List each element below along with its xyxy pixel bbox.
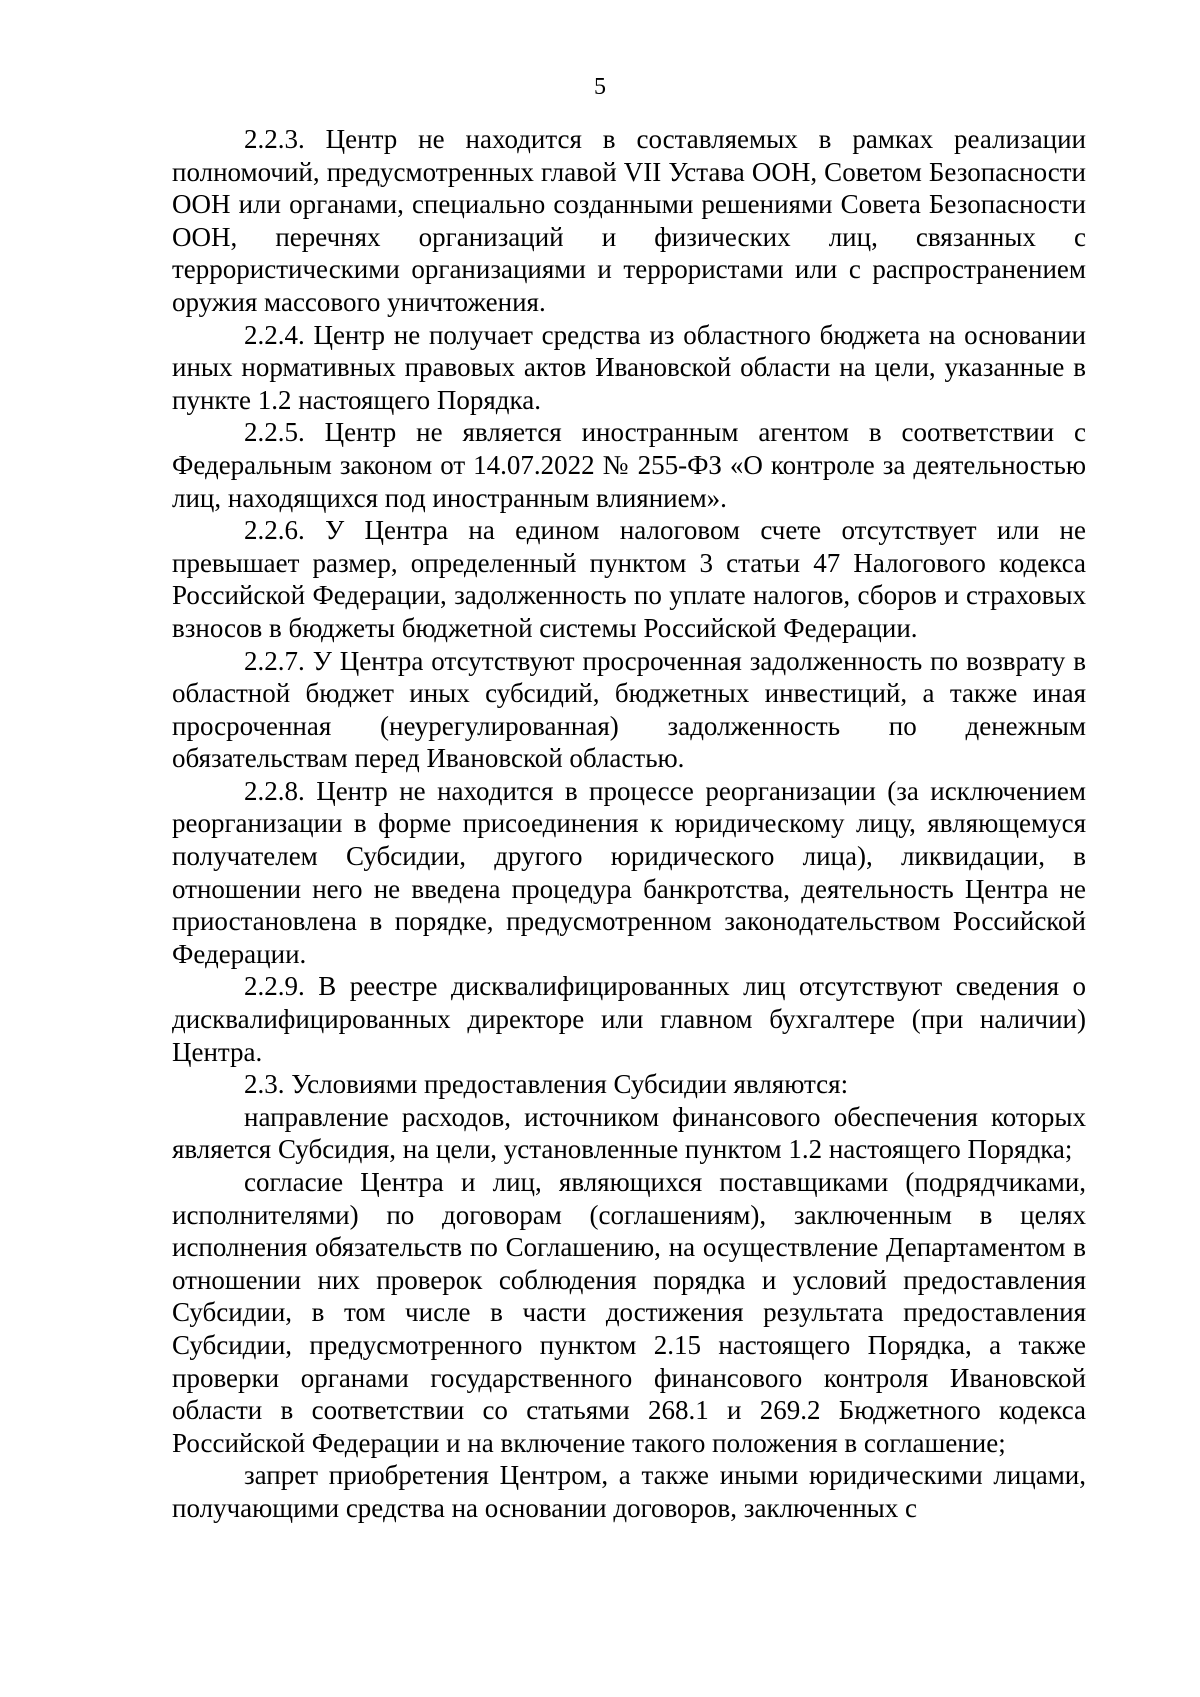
paragraph-2-2-3: 2.2.3. Центр не находится в составляемых в рамках реализации полномочий, предусмотренных главой VII Устава ООН, Советом Безопасности ООН или органами, специально созданными решениями Совета Безопасности ООН, перечнях организаций и физических лиц, связанных с террористическими организациями и террористами или с распространением оружия массового уничтожения. [172, 124, 1086, 317]
paragraph-2-2-6: 2.2.6. У Центра на едином налоговом счете отсутствует или не превышает размер, определенный пунктом 3 статьи 47 Налогового кодекса Российской Федерации, задолженность по уплате налогов, сборов и страховых взносов в бюджеты бюджетной системы Российской Федерации. [172, 515, 1086, 643]
paragraph-2-2-7: 2.2.7. У Центра отсутствуют просроченная задолженность по возврату в областной бюджет иных субсидий, бюджетных инвестиций, а также иная просроченная (неурегулированная) задолженность по денежным обязательствам перед Ивановской областью. [172, 645, 1086, 774]
paragraph-2-3: 2.3. Условиями предоставления Субсидии являются: [244, 1069, 849, 1100]
page-number: 5 [594, 74, 606, 100]
condition-expense-direction: направление расходов, источником финансового обеспечения которых является Субсидия, на цели, установленные пунктом 1.2 настоящего Порядка; [172, 1101, 1086, 1165]
document-body [172, 123, 1086, 1525]
paragraph-2-2-4: 2.2.4. Центр не получает средства из областного бюджета на основании иных нормативных правовых актов Ивановской области на цели, указанные в пункте 1.2 настоящего Порядка. [172, 319, 1086, 415]
paragraph-2-2-5: 2.2.5. Центр не является иностранным агентом в соответствии с Федеральным законом от 14.07.2022 № 255-ФЗ «О контроле за деятельностью лиц, находящихся под иностранным влиянием». [172, 417, 1086, 513]
paragraph-2-2-8: 2.2.8. Центр не находится в процессе реорганизации (за исключением реорганизации в форме присоединения к юридическому лицу, являющемуся получателем Субсидии, другого юридического лица), ликвидации, в отношении него не введена процедура банкротства, деятельность Центра не приостановлена в порядке, предусмотренном законодательством Российской Федерации. [172, 775, 1086, 969]
condition-audit-consent: согласие Центра и лиц, являющихся поставщиками (подрядчиками, исполнителями) по договорам (соглашениям), заключенным в целях исполнения обязательств по Соглашению, на осуществление Департаментом в отношении них проверок соблюдения порядка и условий предоставления Субсидии, в том числе в части достижения результата предоставления Субсидии, предусмотренного пунктом 2.15 настоящего Порядка, а также проверки органами государственного финансового контроля Ивановской области в соответствии со статьями 268.1 и 269.2 Бюджетного кодекса Российской Федерации и на включение такого положения в соглашение; [172, 1167, 1086, 1458]
condition-purchase-ban: запрет приобретения Центром, а также иными юридическими лицами, получающими средства на основании договоров, заключенных с [172, 1460, 1086, 1523]
paragraph-2-2-9: 2.2.9. В реестре дисквалифицированных лиц отсутствуют сведения о дисквалифицированных директоре или главном бухгалтере (при наличии) Центра. [172, 971, 1086, 1067]
